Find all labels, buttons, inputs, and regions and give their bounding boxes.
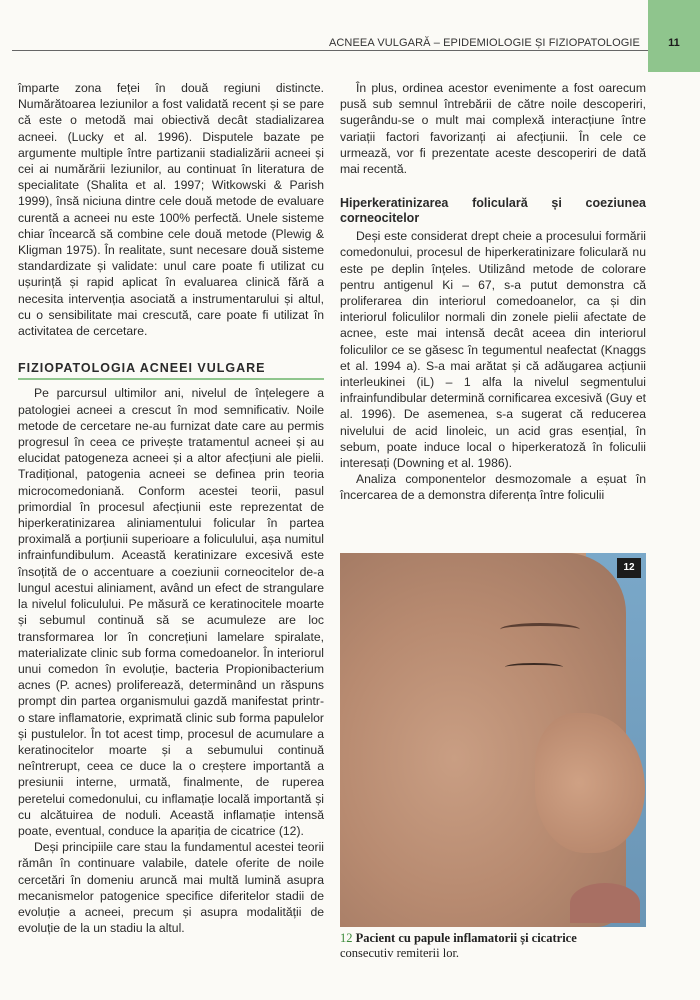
page-number: 11 (668, 37, 680, 49)
eyebrow (500, 623, 580, 636)
running-title: ACNEEA VULGARĂ – EPIDEMIOLOGIE ȘI FIZIOPATOLOGIE (328, 37, 640, 49)
header-rule (12, 50, 648, 51)
right-column (340, 80, 646, 504)
caption-number: 12 (340, 931, 353, 945)
paragraph: Deși este considerat drept cheie a procesului formării comedonului, procesul de hiperkeratinizare foliculară nu este pe deplin înțeles. Utilizând metode de colorare pentru antigenul Ki – 67, s-a putut demonstra că proliferarea din interiorul comedoanelor, ca și din interiorul foliculilor normali din zonele pielii afectate de acnee, este mai intensă decât aceea din interiorul foliculilor ce se găsesc în tegumentul neafectat (Knaggs et al. 1994 a). S-a mai arătat și că adăugarea acțiunii interleukinei (iL) – 1 alfa la nivelul segmentului infrainfundibular determină cornificarea excesivă (Guy et al. 1996). De asemenea, s-a sugerat că reducerea nivelului de acid linoleic, un acid gras esențial, în sebum, poate induce local o hiperkeratoză în foliculii interesați (Downing et al. 1986). (340, 229, 646, 471)
page-header (0, 0, 700, 72)
figure-number-badge: 12 (617, 558, 641, 578)
page-number-tab (648, 0, 700, 72)
sub-heading: Hiperkeratinizarea foliculară și coeziunea corneocitelor (340, 196, 646, 226)
caption-text: consecutiv remiterii lor. (340, 946, 460, 960)
section-heading: FIZIOPATOLOGIA ACNEEI VULGARE (18, 360, 324, 380)
closed-eye (505, 663, 563, 671)
caption-title: Pacient cu papule inflamatorii și cicatrice (355, 931, 577, 945)
paragraph: Pe parcursul ultimilor ani, nivelul de înțelegere a patologiei acneei a crescut în mod semnificativ. Noile metode de cercetare ne-au furnizat date care au permis progresul în ceea ce privește tratamentul acneei și au elucidat patogeneza acneei și a altor afecțiuni ale pielii. Tradițional, patogenia acneei se definea prin teoria microcomedoniană. Conform acestei teorii, pasul primordial în procesul afecțiunii este reprezentat de hiperkeratinizarea aliniamentului folicular în partea proximală a porțiunii superioare a foliculului, așa numitul infrainfundibulum. Această keratinizare excesivă este însoțită de o accentuare a coeziunii corneocitelor de-a lungul acestui aliniament, având un efect de strangulare la nivelul foliculului. Pe măsură ce keratinocitele moarte și sebumul continuă să se acumuleze are loc transformarea lor în concrețiuni lamelare spiralate, materializate clinic sub forma comedoanelor. În interiorul unui comedon în evoluție, bacteria Propionibacterium acnes (P. acnes) proliferează, determinând un răspuns prompt din partea organismului gazdă manifestat printr-o stare inflamatorie, exprimată clinic sub forma papulelor și pustulelor. În tot acest timp, procesul de acumulare a keratinocitelor moarte și a sebumului continuă neîntrerupt, ceea ce duce la o creștere importantă a presiunii interne, urmată, finalmente, de ruperea peretelui comedonului, cu inflamație locală importantă și cu alcătuirea de noduli. Această inflamație intensă poate, eventual, conduce la apariția de cicatrice (12). (18, 386, 324, 838)
paragraph: Deși principiile care stau la fundamentul acestei teorii rămân în continuare valabile, datele oferite de noile cercetări în domeniu aruncă mai multă lumină asupra mecanismelor patogenice specifice diferitelor stadii de evoluție a acneei, precum și asupra modalității de evoluție de la un stadiu la altul. (18, 840, 324, 936)
paragraph: împarte zona feței în două regiuni distincte. Numărătoarea leziunilor a fost validată recent și se pare că este o metodă mai obiectivă decât stadializarea acneei. (Lucky et al. 1996). Disputele bazate pe argumente multiple între partizanii stadializării acneei și cei ai numărării leziunilor, au continuat în literatura de specialitate (Shalita et al. 1997; Witkowski & Parish 1999), însă niciuna dintre cele două metode de evaluare curentă a acneei nu este 100% perfectă. Unele sisteme chiar încearcă să combine cele două metode (Plewig & Kligman 1975). În realitate, sunt necesare două sisteme standardizate și validate: unul care poate fi utilizat cu ușurință și rapid aplicat în evaluarea clinică fără a necesita intervenția asociată a instrumentarului și altul, cu o sensibilitate mai crescută, care poate fi utilizat în activitatea de cercetare. (18, 81, 324, 339)
paragraph: Analiza componentelor desmozomale a eșuat în încercarea de a demonstra diferența între foliculii (340, 472, 646, 503)
left-column (18, 80, 324, 936)
paragraph: În plus, ordinea acestor evenimente a fost oarecum pusă sub semnul întrebării de către noile descoperiri, sugerându-se o mult mai complexă interacțiune între variații factori favorizanți ai afecțiunii. În cele ce urmează, vor fi prezentate aceste descoperiri de dată mai recentă. (340, 81, 646, 177)
figure-caption (340, 931, 646, 961)
clinical-photo (340, 553, 646, 927)
lip (570, 883, 640, 923)
